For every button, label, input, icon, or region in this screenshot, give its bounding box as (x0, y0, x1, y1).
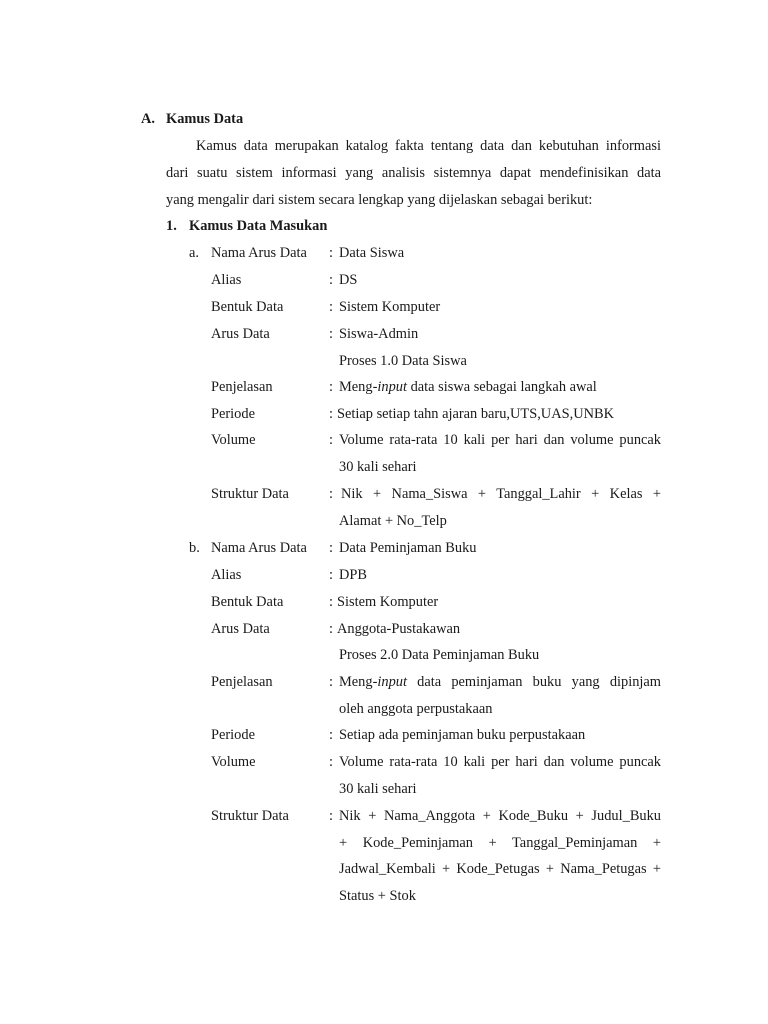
entry-a-marker: a. (189, 245, 199, 261)
entry-b-periode-colon: : (329, 727, 333, 743)
entry-b-penjelasan-italic: input (377, 674, 407, 690)
entry-b-struktur-value-3: Jadwal_Kembali + Kode_Petugas + Nama_Petugas + (339, 861, 661, 877)
entry-b-penjelasan-label: Penjelasan (211, 674, 273, 690)
entry-b-struktur-value-4: Status + Stok (339, 888, 416, 904)
entry-b-bentuk-colon: : (329, 594, 333, 610)
entry-b-penjelasan-value-2: oleh anggota perpustakaan (339, 701, 493, 717)
entry-b-alias-colon: : (329, 567, 333, 583)
entry-b-struktur-colon: : (329, 808, 333, 824)
entry-b-penjelasan-colon: : (329, 674, 333, 690)
entry-a-nama-label: Nama Arus Data (211, 245, 307, 261)
entry-b-periode-label: Periode (211, 727, 255, 743)
entry-a-arus-value-1: Siswa-Admin (339, 326, 419, 342)
entry-a-alias-colon: : (329, 272, 333, 288)
entry-a-arus-colon: : (329, 326, 333, 342)
entry-a-alias-label: Alias (211, 272, 242, 288)
entry-b-nama-label: Nama Arus Data (211, 540, 307, 556)
entry-a-penjelasan-pre: Meng- (339, 379, 378, 395)
entry-a-penjelasan-post: data siswa sebagai langkah awal (406, 379, 597, 395)
entry-a-arus-label: Arus Data (211, 326, 270, 342)
entry-a-alias-value: DS (339, 272, 358, 288)
entry-b-periode-value: Setiap ada peminjaman buku perpustakaan (339, 727, 586, 743)
entry-a-struktur-value-1: Nik + Nama_Siswa + Tanggal_Lahir + Kelas + (341, 486, 661, 502)
entry-b-penjelasan-pre: Meng- (339, 674, 378, 690)
entry-b-volume-value-1: Volume rata-rata 10 kali per hari dan volume puncak (339, 754, 661, 770)
section-title: Kamus Data (166, 111, 244, 127)
entry-b-arus-value-1: Anggota-Pustakawan (337, 621, 461, 637)
entry-b-arus-colon: : (329, 621, 333, 637)
entry-a-periode-value: Setiap setiap tahn ajaran baru,UTS,UAS,UNBK (337, 406, 614, 422)
entry-b-bentuk-value: Sistem Komputer (337, 594, 439, 610)
entry-a-volume-colon: : (329, 432, 333, 448)
entry-a-bentuk-colon: : (329, 299, 333, 315)
entry-b-volume-label: Volume (211, 754, 256, 770)
entry-a-nama-colon: : (329, 245, 333, 261)
entry-b-alias-value: DPB (339, 567, 367, 583)
entry-a-arus-value-2: Proses 1.0 Data Siswa (339, 353, 467, 369)
entry-a-penjelasan-italic: input (377, 379, 407, 395)
entry-b-alias-label: Alias (211, 567, 242, 583)
entry-a-struktur-label: Struktur Data (211, 486, 289, 502)
entry-b-struktur-value-1: Nik + Nama_Anggota + Kode_Buku + Judul_Buku (339, 808, 661, 824)
entry-a-penjelasan-value (339, 378, 597, 396)
entry-a-bentuk-value: Sistem Komputer (339, 299, 441, 315)
entry-b-arus-label: Arus Data (211, 621, 270, 637)
entry-b-nama-value: Data Peminjaman Buku (339, 540, 477, 556)
entry-a-bentuk-label: Bentuk Data (211, 299, 284, 315)
entry-a-periode-label: Periode (211, 406, 255, 422)
entry-b-marker: b. (189, 540, 200, 556)
entry-b-struktur-label: Struktur Data (211, 808, 289, 824)
entry-a-struktur-value-2: Alamat + No_Telp (339, 513, 447, 529)
entry-b-bentuk-label: Bentuk Data (211, 594, 284, 610)
entry-a-struktur-colon: : (329, 486, 333, 502)
entry-a-periode-colon: : (329, 406, 333, 422)
section-letter: A. (141, 111, 155, 127)
entry-b-volume-value-2: 30 kali sehari (339, 781, 417, 797)
entry-b-penjelasan-post: data peminjaman buku yang dipinjam (406, 674, 661, 690)
entry-b-struktur-value-2: + Kode_Peminjaman + Tanggal_Peminjaman + (339, 835, 661, 851)
subsection-title: Kamus Data Masukan (189, 218, 328, 234)
subsection-number: 1. (166, 218, 177, 234)
entry-a-volume-label: Volume (211, 432, 256, 448)
entry-b-nama-colon: : (329, 540, 333, 556)
entry-a-penjelasan-colon: : (329, 379, 333, 395)
entry-a-volume-value-2: 30 kali sehari (339, 459, 417, 475)
entry-a-penjelasan-label: Penjelasan (211, 379, 273, 395)
intro-line-2: dari suatu sistem informasi yang analisis sistemnya dapat mendefinisikan data (166, 165, 661, 181)
entry-a-nama-value: Data Siswa (339, 245, 405, 261)
intro-line-1: Kamus data merupakan katalog fakta tentang data dan kebutuhan informasi (196, 138, 661, 154)
intro-line-3: yang mengalir dari sistem secara lengkap yang dijelaskan sebagai berikut: (166, 192, 593, 208)
entry-a-volume-value-1: Volume rata-rata 10 kali per hari dan volume puncak (339, 432, 661, 448)
entry-b-arus-value-2: Proses 2.0 Data Peminjaman Buku (339, 647, 540, 663)
entry-b-volume-colon: : (329, 754, 333, 770)
entry-b-penjelasan-value-1 (339, 673, 661, 691)
